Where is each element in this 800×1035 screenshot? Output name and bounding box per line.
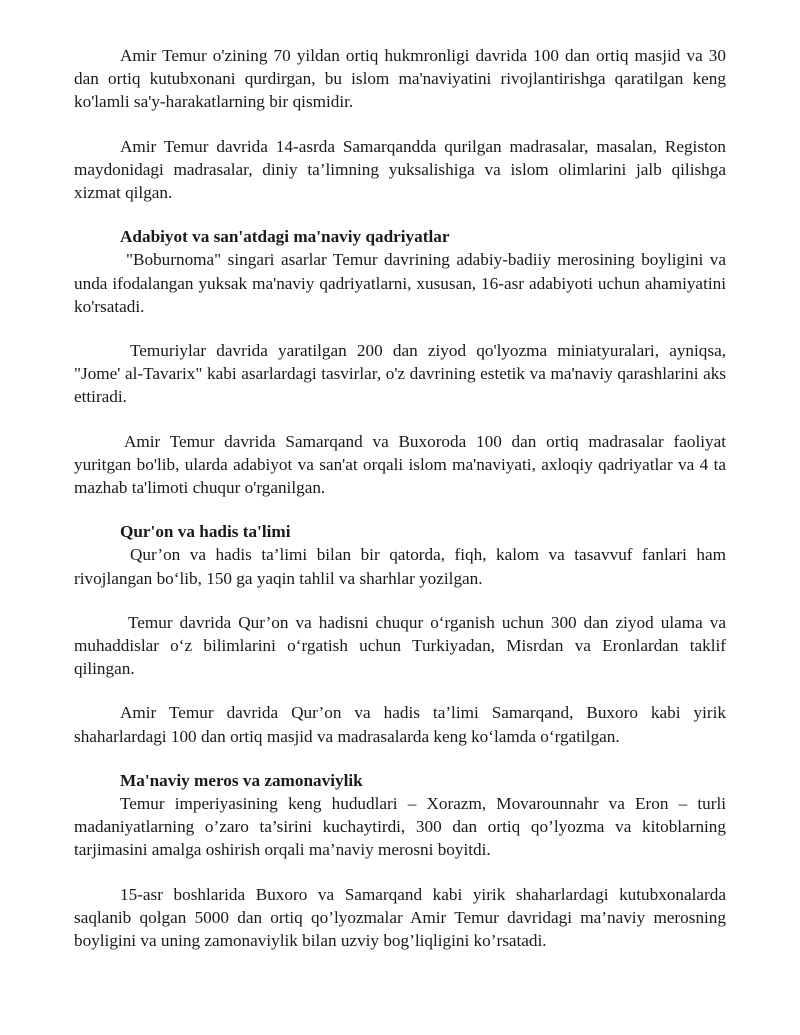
paragraph-empire-territories: Temur imperiyasining keng hududlari – Xorazm, Movarounnahr va Eron – turli madaniyatlarning o’zaro ta’sirini kuchaytirdi, 300 dan ortiq qo’lyozma va kitoblarning tarjimasini amalga oshirish orqali ma’naviy merosni boyitdi.: [74, 794, 726, 860]
paragraph-mosques-libraries: Amir Temur o'zining 70 yildan ortiq hukmronligi davrida 100 dan ortiq masjid va 30 dan ortiq kutubxonani qurdirgan, bu islom ma'naviyatini rivojlantirishga qaratilgan keng ko'lamli sa'y-harakatlarning bir qismidir.: [74, 46, 726, 112]
paragraph-fiqh-kalom: Qur’on va hadis ta’limi bilan bir qatorda, fiqh, kalom va tasavvuf fanlari ham rivojlangan bo‘lib, 150 ga yaqin tahlil va sharhlar yozilgan.: [74, 545, 726, 588]
paragraph-manuscripts: 15-asr boshlarida Buxoro va Samarqand kabi yirik shaharlardagi kutubxonalarda saqlanib qolgan 5000 dan ortiq qo’lyozmalar Amir Temur davridagi ma’naviy merosning boyligini va uning zamonaviylik bilan uzviy bog’liqligini ko’rsatadi.: [74, 884, 726, 951]
paragraph-madrasas-samarkand: Amir Temur davrida 14-asrda Samarqandda qurilgan madrasalar, masalan, Registon maydonidagi madrasalar, diniy ta’limning yuksalishiga va islom olimlarini jalb qilishga xizmat qilgan.: [74, 136, 726, 203]
paragraph-scholars-invited: Temur davrida Qur’on va hadisni chuqur o‘rganish uchun 300 dan ziyod ulama va muhaddislar o‘z bilimlarini o‘rgatish uchun Turkiyadan, Misrdan va Eronlardan taklif qilingan.: [74, 612, 726, 679]
paragraph-quran-teaching: Amir Temur davrida Qur’on va hadis ta’limi Samarqand, Buxoro kabi yirik shaharlardagi 100 dan ortiq masjid va madrasalarda keng ko‘lamda o‘rgatilgan.: [74, 703, 726, 746]
section-heading-literature-art: Adabiyot va san'atdagi ma'naviy qadriyatlar: [120, 227, 450, 247]
section-heading-heritage-modernity: Ma'naviy meros va zamonaviylik: [120, 770, 363, 790]
document-page: [74, 44, 726, 973]
paragraph-madrasas-activity: Amir Temur davrida Samarqand va Buxoroda 100 dan ortiq madrasalar faoliyat yuritgan bo'lib, ularda adabiyot va san'at orqali islom ma'naviyati, axloqiy qadriyatlar va 4 ta mazhab ta'limoti chuqur o'rganilgan.: [74, 431, 726, 498]
paragraph-miniatures: Temuriylar davrida yaratilgan 200 dan ziyod qo'lyozma miniatyuralari, ayniqsa, "Jome' al-Tavarix" kabi asarlardagi tasvirlar, o'z davrining estetik va ma'naviy qarashlarini aks ettiradi.: [74, 341, 726, 407]
section-heading-quran-hadith: Qur'on va hadis ta'limi: [120, 522, 291, 542]
paragraph-boburnoma: "Boburnoma" singari asarlar Temur davrining adabiy-badiiy merosining boyligini va unda ifodalangan yuksak ma'naviy qadriyatlarni, xususan, 16-asr adabiyoti uchun ahamiyatini ko'rsatadi.: [74, 250, 726, 316]
